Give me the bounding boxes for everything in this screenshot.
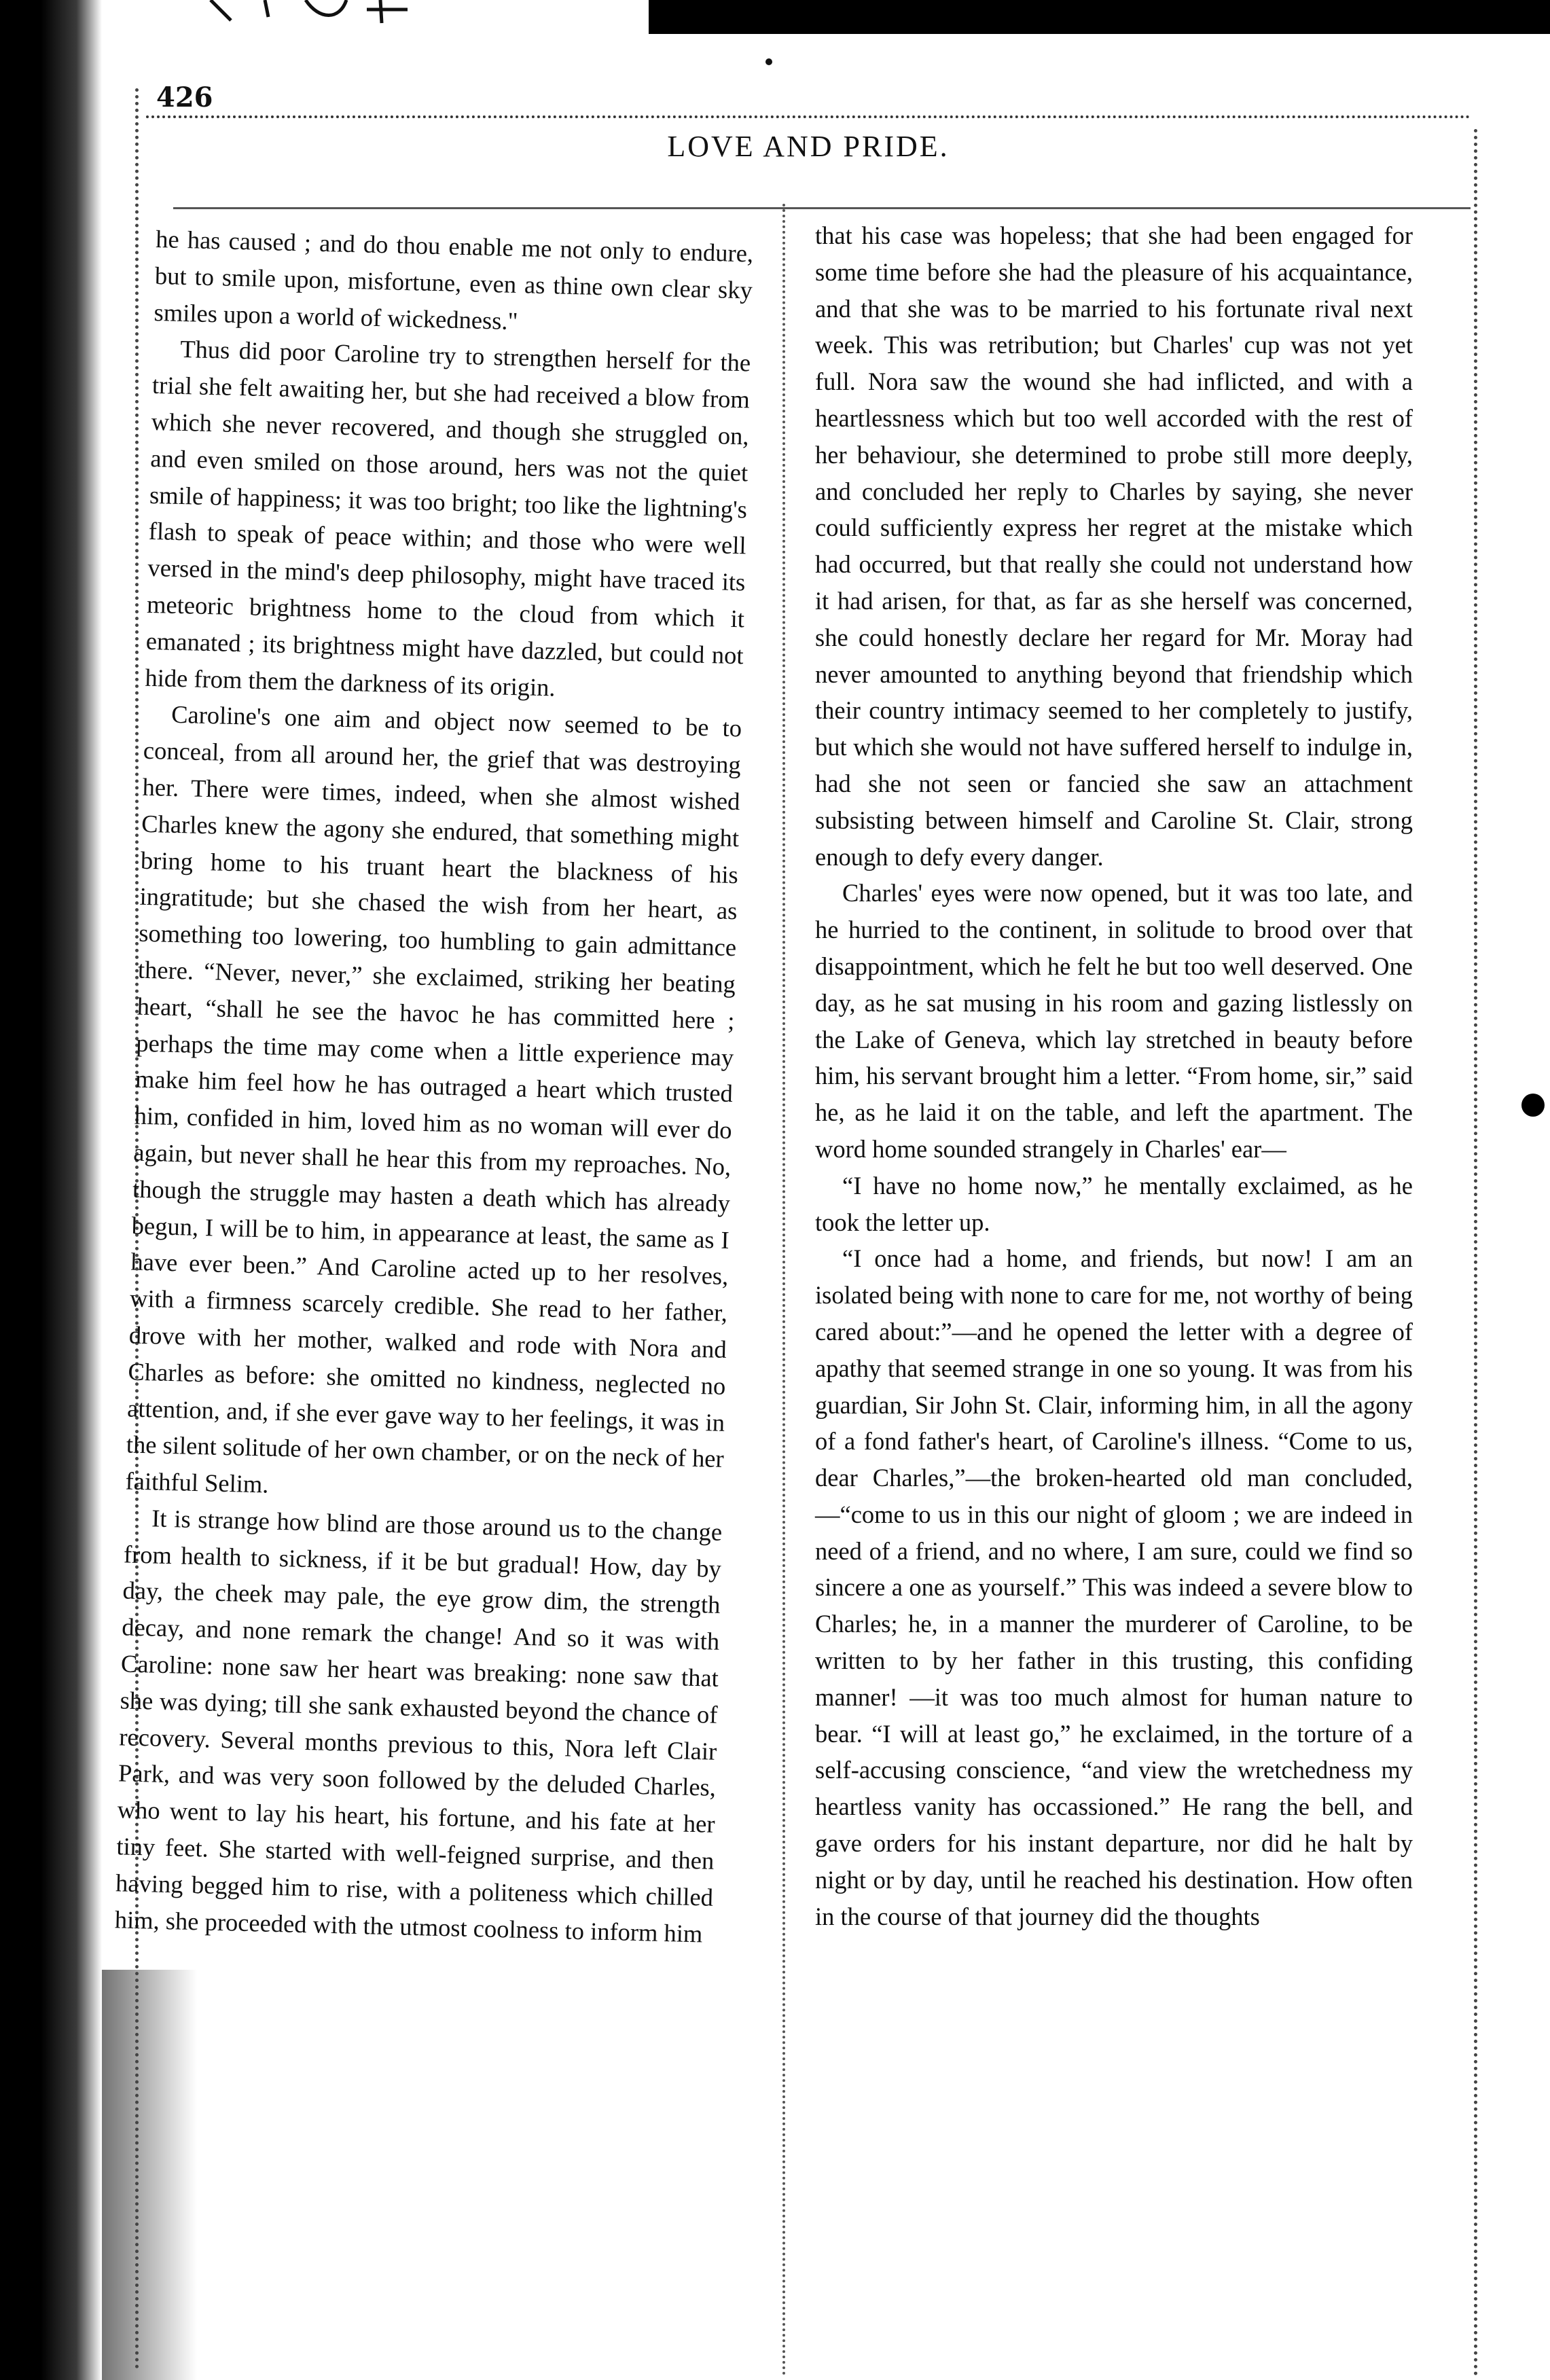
- paragraph: “I once had a home, and friends, but now! I am an isolated being with none to care for me, not worthy of being cared about:”—and he opened the letter with a degree of apathy that seemed strange in one so young. It was from his guardian, Sir John St. Clair, informing him, in all the agony of a fond father's heart, of Caroline's illness. “Come to us, dear Charles,”—the broken-hearted old man concluded,—“come to us in this our night of gloom ; we are indeed in need of a friend, and no where, I am sure, could we find so sincere a one as yourself.” This was indeed a severe blow to Charles; he, in a manner the murderer of Caroline, to be written to by her father in this trusting, this confiding manner! —it was too much almost for human nature to bear. “I will at least go,” he exclaimed, in the torture of a self-accusing conscience, “and view the wretchedness my heartless vanity has occassioned.” He rang the bell, and gave orders for his instant departure, nor did he halt by night or by day, until he reached his destination. How often in the course of that journey did the thoughts: [815, 1244, 1413, 1930]
- page-number: 426: [156, 82, 213, 113]
- scan-border-left: [0, 0, 102, 2380]
- right-column: [815, 217, 1413, 1934]
- paragraph: he has caused ; and do thou enable me not only to endure, but to smile upon, misfortune, even as thine own clear sky smiles upon a world of wickedness.": [154, 224, 754, 335]
- speck: [765, 58, 772, 65]
- paragraph: Thus did poor Caroline try to strengthen herself for the trial she felt awaiting her, but she had received a blow from which she never recovered, and though she struggled on, and even smiled on those around, hers was not the quiet smile of happiness; it was too bright; too like the lightning's flash to speak of peace within; and those who were well versed in the mind's deep philosophy, might have traced its meteoric brightness home to the cloud from which it emanated ; its brightness might have dazzled, but could not hide from them the darkness of its origin.: [145, 335, 751, 702]
- left-column: [114, 221, 754, 1952]
- ink-blot: [1521, 1094, 1545, 1117]
- scan-artifact-top: [204, 0, 428, 26]
- top-border-rule: [146, 115, 1471, 118]
- header-rule: [173, 207, 1471, 209]
- paragraph: It is strange how blind are those around us to the change from health to sickness, if it be but gradual! How, day by day, the cheek may pale, the eye grow dim, the strength decay, and none remark the change! And so it was with Caroline: none saw her heart was breaking: none saw that she was dying; till she sank exhausted beyond the chance of recovery. Several months previous to this, Nora left Clair Park, and was very soon followed by the deluded Charles, who went to lay his heart, his fortune, and his fate at her tiny feet. She started with well-feigned surprise, and then having begged him to rise, with a politeness which chilled him, she proceeded with the utmost coolness to inform him: [114, 1504, 723, 1948]
- column-divider: [782, 204, 785, 2377]
- right-border-rule: [1474, 129, 1477, 2377]
- paragraph: that his case was hopeless; that she had been engaged for some time before she had the pleasure of his acquaintance, and that she was to be married to his fortunate rival next week. This was retribution; but Charles' cup was not yet full. Nora saw the wound she had inflicted, and with a heartlessness which but too well accorded with the rest of her behaviour, she determined to probe still more deeply, and concluded her reply to Charles by saying, she never could sufficiently express her regret at the mistake which had occurred, but that really she could not understand how it had arisen, for that, as far as she herself was concerned, she could honestly declare her regard for Mr. Moray had never amounted to anything beyond that friendship which their country intimacy seemed to her completely to justify, but which she would not have suffered herself to indulge in, had she not seen or fancied she saw an attachment subsisting between himself and Caroline St. Clair, strong enough to defy every danger.: [815, 221, 1413, 871]
- paragraph: “I have no home now,” he mentally exclaimed, as he took the letter up.: [815, 1171, 1413, 1236]
- paragraph: Charles' eyes were now opened, but it was too late, and he hurried to the continent, in solitude to brood over that disappointment, which he felt he but too well deserved. One day, as he sat musing in his room and gazing listlessly on the Lake of Geneva, which lay stretched in beauty before him, his servant brought him a letter. “From home, sir,” said he, as he laid it on the table, and left the apartment. The word home sounded strangely in Charles' ear—: [815, 879, 1413, 1163]
- scan-border-top: [649, 0, 1550, 34]
- book-page: [114, 68, 1484, 2377]
- paragraph: Caroline's one aim and object now seemed to be to conceal, from all around her, the grief that was destroying her. There were times, indeed, when she almost wished Charles knew the agony she endured, that something might bring home to his truant heart the blackness of his ingratitude; but she chased the wish from her heart, as something too lowering, too humbling to gain admittance there. “Never, never,” she exclaimed, striking her beating heart, “shall he see the havoc he has committed here ; perhaps the time may come when a little experience may make him feel how he has outraged a heart which trusted him, confided in him, loved him as no woman will ever do again, but never shall he hear this from my reproaches. No, though the struggle may hasten a death which has already begun, I will be to him, in appearance at least, the same as I have ever been.” And Caroline acted up to her resolves, with a firmness scarcely credible. She read to her father, drove with her mother, walked and rode with Nora and Charles as before: she omitted no kindness, neglected no attention, and, if she ever gave way to her feelings, it was in the silent solitude of her own chamber, or on the neck of her faithful Selim.: [125, 700, 742, 1498]
- running-title: LOVE AND PRIDE.: [667, 130, 950, 163]
